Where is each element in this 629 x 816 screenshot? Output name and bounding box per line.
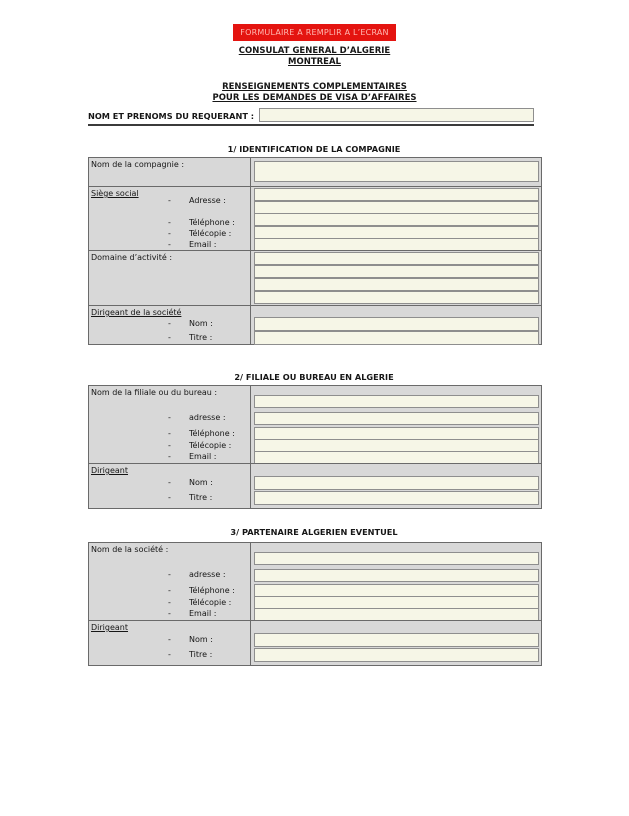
dash-bullet: - [168, 586, 171, 595]
form-title-line1: RENSEIGNEMENTS COMPLEMENTAIRES [222, 82, 407, 92]
partenaire-adresse-input[interactable] [254, 569, 539, 582]
compagnie-nom-label: Nom de la compagnie : [91, 160, 185, 169]
titre-sublabel: - Titre : [168, 650, 213, 659]
row-nom-societe [89, 543, 541, 620]
dash-bullet: - [168, 452, 171, 461]
requerant-row [88, 108, 534, 126]
titre-sublabel: - Titre : [168, 333, 213, 342]
row-domaine-activite [89, 250, 541, 305]
fill-onscreen-banner: FORMULAIRE A REMPLIR A L’ECRAN [233, 24, 395, 41]
compagnie-nom-input[interactable] [254, 161, 539, 182]
email-sublabel: - Email : [168, 609, 217, 618]
domaine-activite-input-2[interactable] [254, 265, 539, 278]
domaine-activite-input-4[interactable] [254, 291, 539, 304]
partenaire-nom-input[interactable] [254, 552, 539, 565]
adresse-sublabel: - Adresse : [168, 196, 226, 205]
row-siege-social [89, 186, 541, 250]
domaine-activite-input-1[interactable] [254, 252, 539, 265]
section-2-title: 2/ FILIALE OU BUREAU EN ALGERIE [234, 372, 394, 382]
titre-sublabel: - Titre : [168, 493, 213, 502]
consulate-title: CONSULAT GENERAL D’ALGERIE [238, 46, 391, 56]
dash-bullet: - [168, 429, 171, 438]
row-dirigeant-societe [89, 305, 541, 344]
dash-bullet: - [168, 196, 171, 205]
dash-bullet: - [168, 240, 171, 249]
dirigeant-label: Dirigeant [91, 466, 129, 475]
dash-bullet: - [168, 333, 171, 342]
dirigeant-label: Dirigeant [91, 623, 129, 632]
filiale-dirigeant-titre-input[interactable] [254, 491, 539, 505]
table-identification-compagnie [88, 157, 542, 345]
dash-bullet: - [168, 598, 171, 607]
dash-bullet: - [168, 570, 171, 579]
consulate-city: MONTREAL [288, 57, 341, 67]
siege-social-label: Siège social [91, 189, 139, 198]
dirigeant-societe-nom-input[interactable] [254, 317, 539, 331]
nom-sublabel: - Nom : [168, 319, 213, 328]
dirigeant-societe-label: Dirigeant de la société [91, 308, 182, 317]
dash-bullet: - [168, 609, 171, 618]
email-sublabel: - Email : [168, 240, 217, 249]
filiale-nom-input[interactable] [254, 395, 539, 408]
telephone-sublabel: - Téléphone : [168, 429, 235, 438]
requerant-name-input[interactable] [259, 108, 534, 122]
telephone-sublabel: - Téléphone : [168, 586, 235, 595]
email-sublabel: - Email : [168, 452, 217, 461]
telecopie-sublabel: - Télécopie : [168, 598, 232, 607]
dash-bullet: - [168, 493, 171, 502]
nom-sublabel: - Nom : [168, 478, 213, 487]
filiale-adresse-input[interactable] [254, 412, 539, 425]
banner-row [0, 20, 629, 41]
row-nom-filiale [89, 386, 541, 463]
row-nom-compagnie [89, 158, 541, 186]
section-3-title: 3/ PARTENAIRE ALGERIEN EVENTUEL [230, 527, 398, 537]
dash-bullet: - [168, 218, 171, 227]
dash-bullet: - [168, 441, 171, 450]
form-title-line2: POUR LES DEMANDES DE VISA D’AFFAIRES [212, 93, 417, 103]
table-partenaire-algerien [88, 542, 542, 666]
dash-bullet: - [168, 229, 171, 238]
filiale-nom-label: Nom de la filiale ou du bureau : [91, 388, 218, 397]
domaine-activite-label: Domaine d’activité : [91, 253, 173, 262]
dash-bullet: - [168, 478, 171, 487]
nom-sublabel: - Nom : [168, 635, 213, 644]
dash-bullet: - [168, 635, 171, 644]
partenaire-dirigeant-titre-input[interactable] [254, 648, 539, 662]
domaine-activite-input-3[interactable] [254, 278, 539, 291]
siege-telephone-input[interactable] [254, 213, 539, 226]
dash-bullet: - [168, 650, 171, 659]
filiale-dirigeant-nom-input[interactable] [254, 476, 539, 490]
requerant-label: NOM ET PRENOMS DU REQUERANT : [88, 111, 255, 121]
siege-adresse-input-1[interactable] [254, 188, 539, 201]
adresse-sublabel: - adresse : [168, 570, 226, 579]
row-partenaire-dirigeant [89, 620, 541, 665]
row-filiale-dirigeant [89, 463, 541, 508]
telecopie-sublabel: - Télécopie : [168, 441, 232, 450]
telephone-sublabel: - Téléphone : [168, 218, 235, 227]
dirigeant-societe-titre-input[interactable] [254, 331, 539, 345]
adresse-sublabel: - adresse : [168, 413, 226, 422]
partenaire-nom-label: Nom de la société : [91, 545, 169, 554]
table-filiale-bureau-algerie [88, 385, 542, 509]
partenaire-dirigeant-nom-input[interactable] [254, 633, 539, 647]
telecopie-sublabel: - Télécopie : [168, 229, 232, 238]
dash-bullet: - [168, 413, 171, 422]
dash-bullet: - [168, 319, 171, 328]
section-1-title: 1/ IDENTIFICATION DE LA COMPAGNIE [227, 144, 401, 154]
